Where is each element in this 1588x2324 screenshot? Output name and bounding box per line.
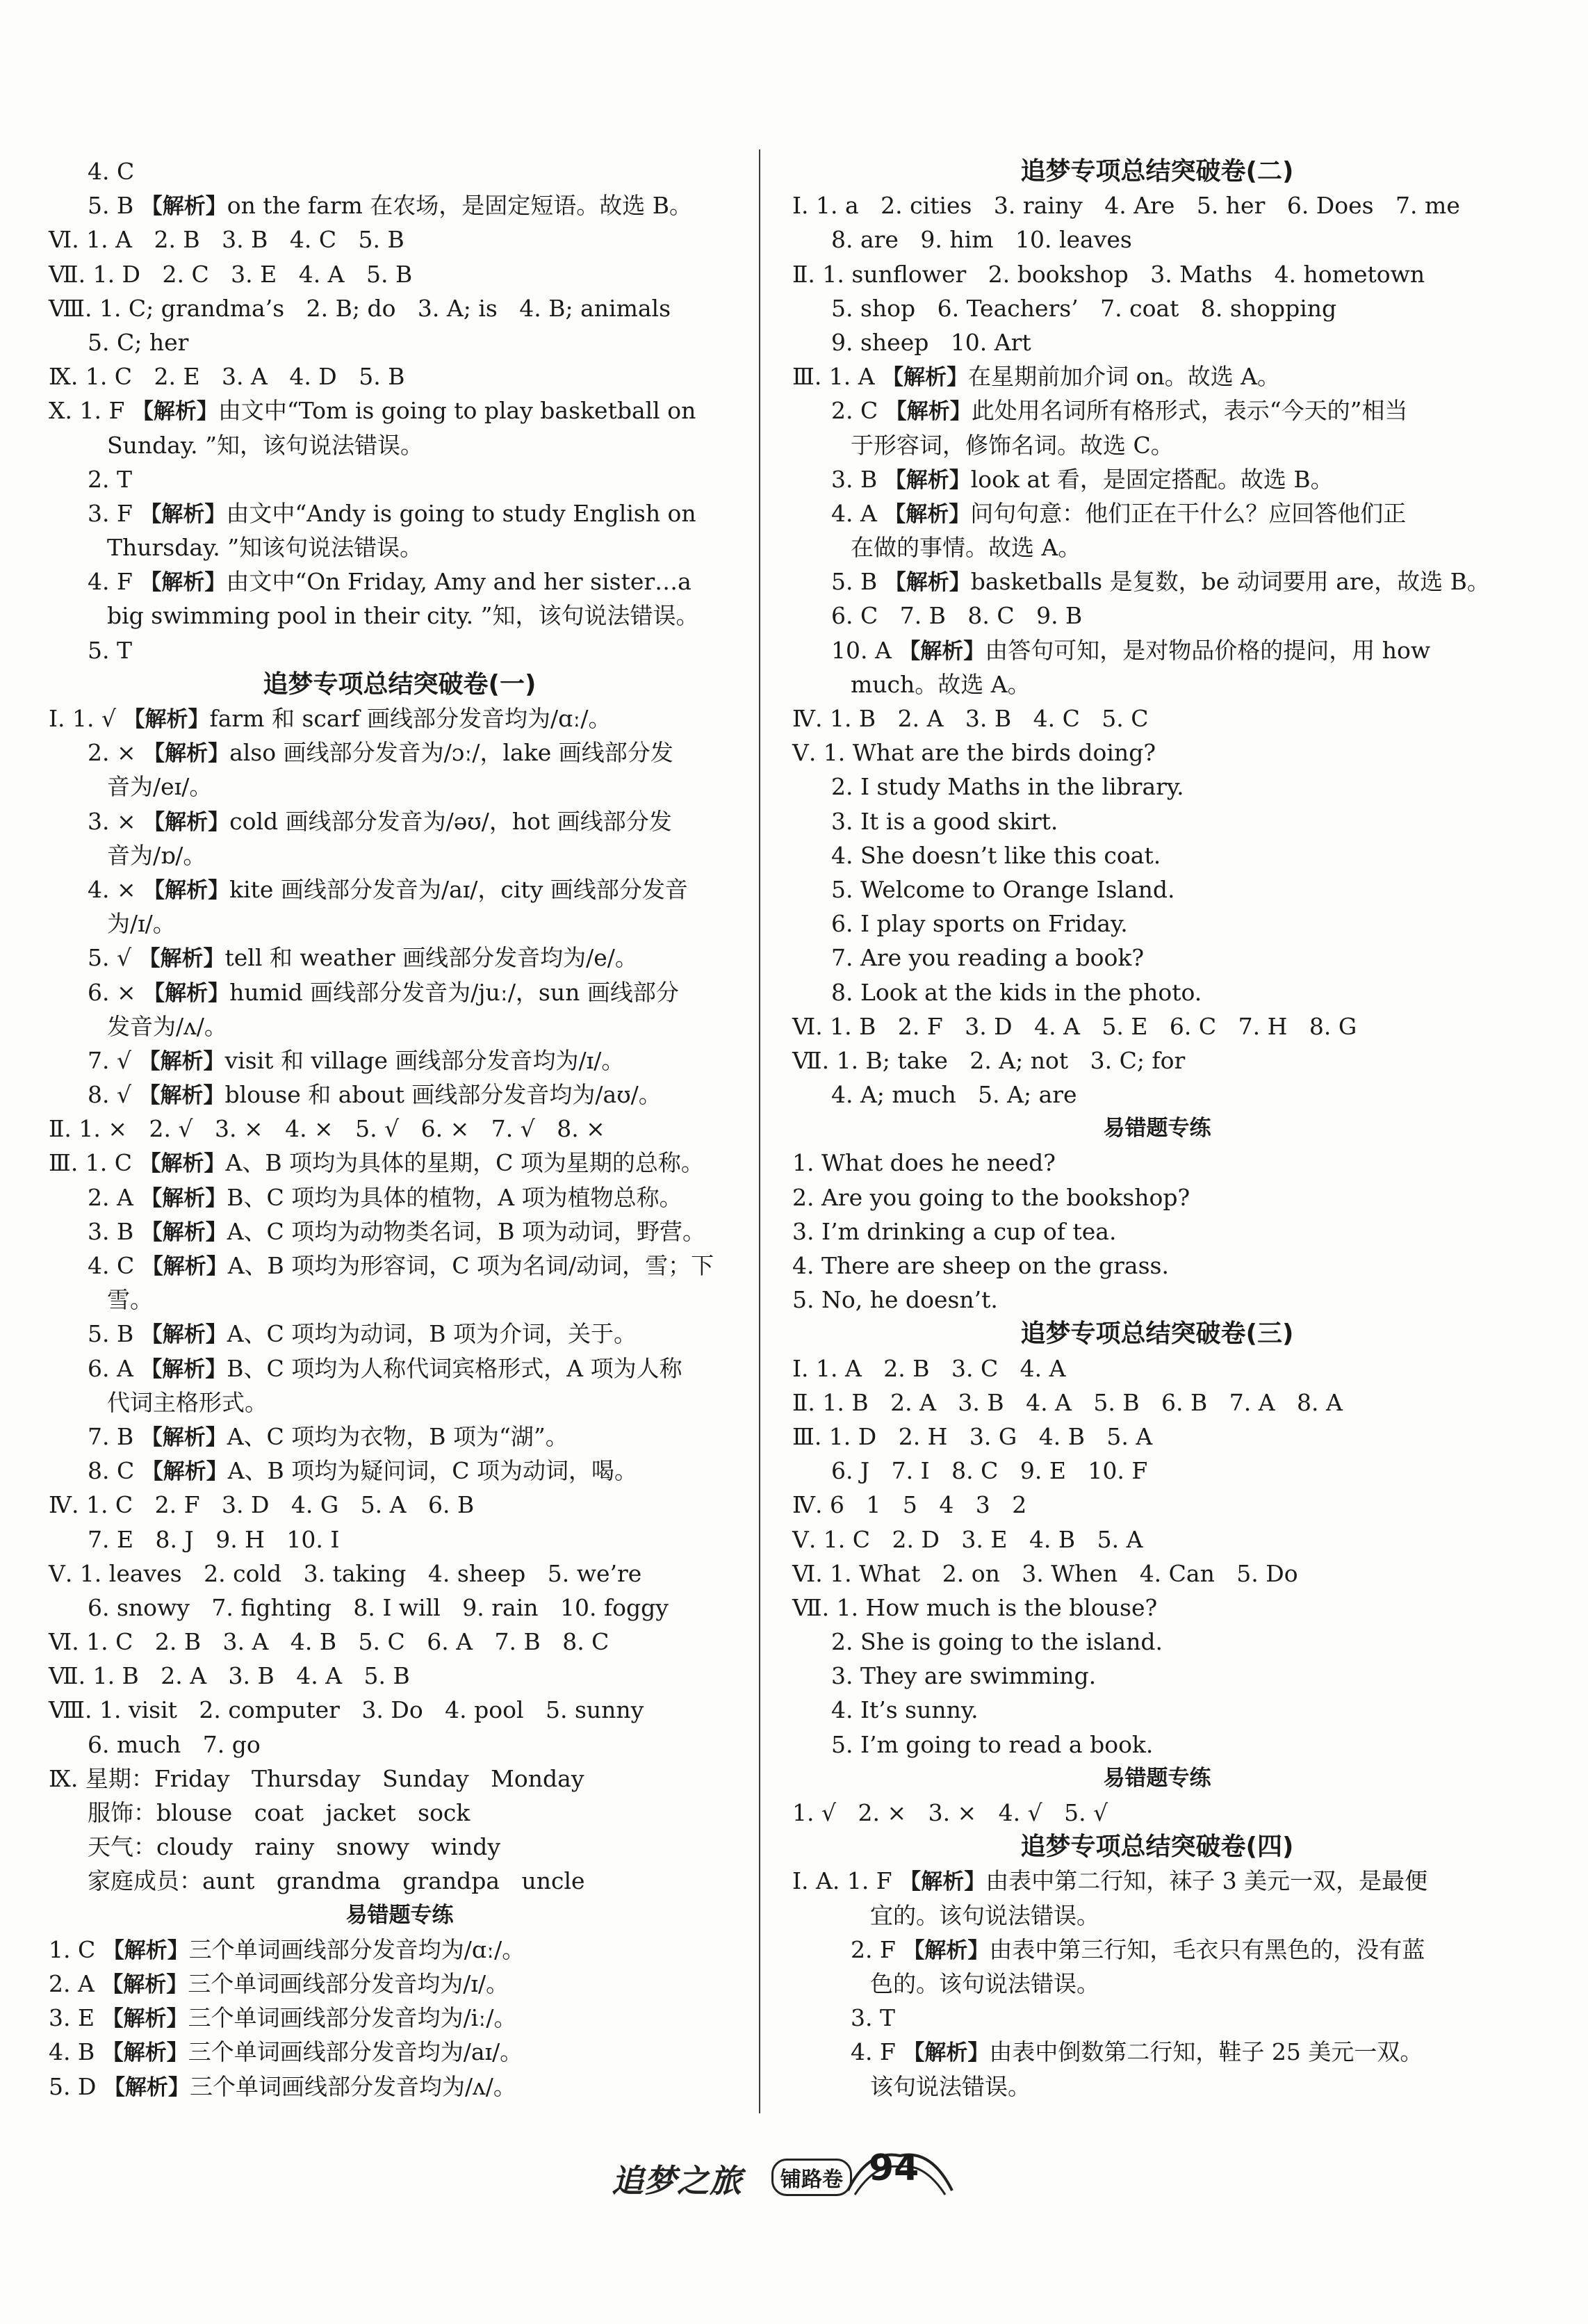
answer-line: [792, 291, 1522, 325]
analysis-tag: 【解析】: [884, 467, 971, 493]
answer-line: [792, 1009, 1522, 1043]
answer-text: 5. C; her: [88, 328, 189, 356]
answer-line: [49, 804, 751, 838]
answer-line: [792, 1488, 1522, 1522]
answer-line: [49, 1214, 751, 1249]
answer-line: [792, 1625, 1522, 1659]
answer-text: 5. √: [88, 944, 139, 972]
analysis-tag: 【解析】: [101, 2040, 188, 2066]
answer-line: [49, 872, 751, 907]
answer-line: [792, 941, 1522, 975]
answer-text: 5. Welcome to Orange Island.: [831, 875, 1175, 903]
answer-line: [792, 1043, 1522, 1078]
answer-line: [792, 1386, 1522, 1420]
answer-text: 音为/ɒ/。: [107, 841, 206, 869]
answer-text: 3. F: [88, 499, 140, 527]
answer-line: [49, 599, 751, 633]
answer-line: [792, 257, 1522, 291]
answer-line: [792, 188, 1522, 222]
answer-text: 4. A; much 5. A; are: [831, 1081, 1077, 1109]
analysis-text: 由表中第三行知，毛衣只有黑色的，没有蓝: [989, 1935, 1425, 1963]
answer-text: Ⅴ. 1. C 2. D 3. E 4. B 5. A: [792, 1525, 1143, 1553]
analysis-text: 三个单词画线部分发音均为/aɪ/。: [188, 2038, 523, 2066]
answer-text: 1. What does he need?: [792, 1149, 1056, 1177]
answer-text: 3. T: [851, 2004, 895, 2032]
answer-text: 9. sheep 10. Art: [831, 328, 1031, 356]
answer-text: Ⅵ. 1. B 2. F 3. D 4. A 5. E 6. C 7. H 8. G: [792, 1012, 1357, 1040]
analysis-tag: 【解析】: [138, 1048, 225, 1074]
answer-text: 6. J 7. I 8. C 9. E 10. F: [831, 1457, 1148, 1485]
answer-text: 5. I’m going to read a book.: [831, 1730, 1154, 1758]
answer-text: 于形容词，修饰名词。故选 C。: [851, 431, 1174, 459]
answer-text: 雪。: [107, 1286, 153, 1314]
answer-line: [792, 1557, 1522, 1591]
analysis-text: look at 看，是固定搭配。故选 B。: [970, 465, 1334, 493]
answer-line: [792, 1420, 1522, 1454]
answer-line: [49, 701, 751, 736]
answer-text: Ⅰ. 1. A 2. B 3. C 4. A: [792, 1354, 1066, 1382]
answer-line: [49, 1488, 751, 1522]
answer-text: 3. ×: [88, 807, 144, 835]
answer-text: Ⅳ. 1. B 2. A 3. B 4. C 5. C: [792, 705, 1149, 732]
answer-line: [792, 1933, 1522, 1967]
answer-line: [49, 1830, 751, 1864]
answer-line: [49, 1967, 751, 2001]
answer-line: [49, 1146, 751, 1180]
answer-line: [792, 770, 1522, 804]
answer-text: 3. It is a good skirt.: [831, 807, 1058, 835]
answer-line: [49, 2035, 751, 2069]
analysis-tag: 【解析】: [131, 399, 218, 425]
answer-text: 8. are 9. him 10. leaves: [831, 226, 1132, 254]
analysis-tag: 【解析】: [140, 1185, 227, 1211]
answer-text: Ⅶ. 1. How much is the blouse?: [792, 1593, 1158, 1621]
section-subtitle: 易错题专练: [1103, 1116, 1211, 1141]
answer-text: Ⅸ. 星期：Friday Thursday Sunday Monday: [49, 1764, 584, 1792]
answer-text: Ⅲ. 1. A: [792, 363, 883, 391]
answer-text: 8. √: [88, 1081, 139, 1109]
analysis-text: on the farm 在农场，是固定短语。故选 B。: [227, 192, 693, 220]
answer-text: 6. much 7. go: [88, 1730, 261, 1758]
answer-line: [792, 530, 1522, 564]
analysis-text: 三个单词画线部分发音均为/ɑː/。: [188, 1935, 525, 1963]
answer-text: 色的。该句说法错误。: [870, 1969, 1099, 1997]
answer-text: 3. B: [831, 465, 885, 493]
answer-text: 7. B: [88, 1422, 141, 1450]
answer-line: [49, 633, 751, 667]
answer-text: 3. I’m drinking a cup of tea.: [792, 1217, 1117, 1245]
answer-text: Ⅵ. 1. What 2. on 3. When 4. Can 5. Do: [792, 1559, 1298, 1587]
answer-line: [792, 2001, 1522, 2035]
answer-text: 在做的事情。故选 A。: [851, 534, 1081, 562]
analysis-text: 由答句可知，是对物品价格的提问，用 how: [985, 636, 1431, 664]
analysis-tag: 【解析】: [140, 1322, 227, 1348]
answer-line: [49, 1591, 751, 1625]
analysis-tag: 【解析】: [899, 638, 985, 664]
page-number: 94: [869, 2147, 919, 2189]
analysis-tag: 【解析】: [140, 570, 227, 596]
answer-line: [49, 1864, 751, 1898]
answer-text: 为/ɪ/。: [107, 910, 176, 938]
answer-text: 2. I study Maths in the library.: [831, 773, 1184, 801]
answer-line: [792, 564, 1522, 599]
right-answer-column: [792, 154, 1522, 2104]
analysis-text: humid 画线部分发音为/juː/，sun 画线部分: [229, 978, 679, 1006]
answer-text: 音为/eɪ/。: [107, 773, 213, 801]
answer-text: 2. T: [88, 465, 132, 493]
answer-text: Ⅰ. A. 1. F: [792, 1867, 900, 1895]
answer-line: [49, 1796, 751, 1830]
answer-text: 2. Are you going to the bookshop?: [792, 1183, 1190, 1211]
answer-text: 8. C: [88, 1457, 142, 1485]
section-subtitle: 易错题专练: [345, 1902, 454, 1928]
analysis-text: 此处用名词所有格形式，表示“今天的”相当: [971, 397, 1408, 425]
answer-line: [49, 1454, 751, 1488]
answer-text: 5. T: [88, 636, 132, 664]
answer-line: [792, 1659, 1522, 1693]
answer-line: [49, 1933, 751, 1967]
answer-text: 4. C: [88, 1252, 142, 1279]
answer-line: [49, 1078, 751, 1112]
analysis-tag: 【解析】: [141, 1254, 228, 1279]
analysis-text: 由文中“Tom is going to play basketball on: [218, 397, 696, 425]
answer-line: [49, 1112, 751, 1146]
answer-text: Ⅲ. 1. C: [49, 1149, 140, 1177]
answer-line: [792, 975, 1522, 1009]
answer-line: [49, 736, 751, 770]
answer-text: 宜的。该句说法错误。: [870, 1901, 1099, 1929]
analysis-tag: 【解析】: [101, 1972, 188, 1997]
answer-line: [792, 222, 1522, 257]
answer-line: [49, 1659, 751, 1693]
answer-line: [792, 1454, 1522, 1488]
answer-text: 6. C 7. B 8. C 9. B: [831, 602, 1083, 630]
answer-line: [49, 1283, 751, 1317]
answer-text: Thursday. ”知该句说法错误。: [107, 534, 423, 562]
analysis-text: A、C 项均为衣物，B 项为“湖”。: [227, 1422, 568, 1450]
analysis-tag: 【解析】: [899, 1869, 986, 1895]
answer-text: Ⅱ. 1. B 2. A 3. B 4. A 5. B 6. B 7. A 8. A: [792, 1388, 1343, 1416]
answer-line: [792, 1591, 1522, 1625]
answer-line: [49, 462, 751, 496]
answer-text: 4. F: [88, 568, 140, 596]
answer-text: 1. √ 2. × 3. × 4. √ 5. √: [792, 1799, 1108, 1826]
analysis-text: 由文中“Andy is going to study English on: [226, 499, 696, 527]
section-title: 追梦专项总结突破卷(二): [1020, 157, 1294, 186]
answer-line: [792, 2070, 1522, 2104]
analysis-text: kite 画线部分发音为/aɪ/，city 画线部分发音: [229, 875, 688, 903]
analysis-tag: 【解析】: [885, 399, 972, 425]
answer-text: 代词主格形式。: [107, 1388, 268, 1416]
answer-line: [49, 2001, 751, 2035]
answer-text: 2. She is going to the island.: [831, 1628, 1163, 1656]
answer-text: Ⅷ. 1. visit 2. computer 3. Do 4. pool 5. sunny: [49, 1696, 644, 1724]
analysis-tag: 【解析】: [143, 980, 230, 1006]
answer-text: 4. A: [831, 499, 885, 527]
answer-line: [792, 1864, 1522, 1898]
answer-text: 4. C: [88, 158, 135, 185]
answer-text: Ⅲ. 1. D 2. H 3. G 4. B 5. A: [792, 1422, 1153, 1450]
analysis-tag: 【解析】: [102, 1937, 189, 1963]
analysis-text: A、C 项均为动词，B 项为介词，关于。: [227, 1320, 637, 1348]
answer-line: [792, 736, 1522, 770]
answer-line: [792, 1249, 1522, 1283]
answer-line: [792, 1522, 1522, 1557]
answer-text: 7. E 8. J 9. H 10. I: [88, 1525, 340, 1553]
answer-line: [792, 804, 1522, 838]
answer-text: 5. B: [88, 1320, 141, 1348]
answer-line: [49, 1762, 751, 1796]
answer-text: 4. It’s sunny.: [831, 1696, 979, 1724]
answer-text: Ⅷ. 1. C; grandma’s 2. B; do 3. A; is 4. B; animals: [49, 294, 671, 322]
answer-text: 7. Are you reading a book?: [831, 944, 1145, 972]
brand-subtitle: 铺路卷: [771, 2159, 852, 2196]
answer-line: [49, 1557, 751, 1591]
answer-line: [792, 1214, 1522, 1249]
answer-line: [49, 222, 751, 257]
answer-line: [49, 770, 751, 804]
answer-line: [792, 428, 1522, 462]
answer-text: 2. A: [49, 1969, 102, 1997]
answer-line: [49, 1386, 751, 1420]
answer-text: Ⅶ. 1. D 2. C 3. E 4. A 5. B: [49, 260, 413, 288]
answer-text: 服饰：blouse coat jacket sock: [88, 1799, 470, 1826]
analysis-text: B、C 项均为人称代词宾格形式，A 项为人称: [227, 1354, 682, 1382]
answer-line: [792, 393, 1522, 428]
answer-text: Ⅱ. 1. sunflower 2. bookshop 3. Maths 4. hometown: [792, 260, 1425, 288]
answer-text: 5. B: [831, 568, 885, 596]
answer-line: [792, 667, 1522, 701]
analysis-text: 三个单词画线部分发音均为/ʌ/。: [189, 2072, 516, 2100]
analysis-tag: 【解析】: [101, 2006, 188, 2032]
answer-line: [792, 1180, 1522, 1214]
analysis-text: visit 和 village 画线部分发音均为/ɪ/。: [224, 1046, 625, 1074]
analysis-text: 由表中第二行知，袜子 3 美元一双，是最便: [985, 1867, 1428, 1895]
analysis-tag: 【解析】: [884, 501, 971, 527]
answer-text: 2. F: [851, 1935, 903, 1963]
answer-line: [49, 325, 751, 359]
answer-line: [792, 1283, 1522, 1317]
analysis-tag: 【解析】: [884, 570, 971, 596]
analysis-text: A、B 项均为疑问词，C 项为动词，喝。: [227, 1457, 638, 1485]
answer-line: [49, 1728, 751, 1762]
answer-text: 6. ×: [88, 978, 144, 1006]
analysis-text: also 画线部分发音为/ɔː/，lake 画线部分发: [229, 739, 673, 767]
answer-text: Ⅳ. 6 1 5 4 3 2: [792, 1491, 1027, 1519]
analysis-text: A、B 项均为形容词，C 项为名词/动词，雪；下: [227, 1252, 714, 1279]
answer-text: 4. She doesn’t like this coat.: [831, 841, 1161, 869]
analysis-text: blouse 和 about 画线部分发音均为/aʊ/。: [224, 1081, 662, 1109]
answer-text: 5. B: [88, 192, 141, 220]
answer-line: [49, 1351, 751, 1386]
answer-text: Ⅰ. 1. √: [49, 705, 124, 732]
answer-line: [49, 428, 751, 462]
answer-text: 6. I play sports on Friday.: [831, 910, 1128, 938]
answer-line: [792, 325, 1522, 359]
answer-line: [792, 1146, 1522, 1180]
answer-line: [49, 496, 751, 530]
answer-text: 7. √: [88, 1046, 139, 1074]
answer-line: [792, 633, 1522, 667]
answer-line: [49, 1009, 751, 1043]
analysis-text: 三个单词画线部分发音均为/ɪ/。: [188, 1969, 509, 1997]
answer-line: [49, 1317, 751, 1351]
analysis-tag: 【解析】: [138, 946, 225, 972]
analysis-tag: 【解析】: [141, 1459, 228, 1485]
answer-text: Ⅶ. 1. B; take 2. A; not 3. C; for: [792, 1046, 1186, 1074]
answer-text: Ⅰ. 1. a 2. cities 3. rainy 4. Are 5. her 6. Does 7. me: [792, 192, 1460, 220]
answer-line: [49, 1693, 751, 1727]
answer-text: Ⅴ. 1. leaves 2. cold 3. taking 4. sheep 5. we’re: [49, 1559, 642, 1587]
answer-line: [49, 359, 751, 393]
answer-text: 5. No, he doesn’t.: [792, 1286, 998, 1314]
answer-line: [792, 1693, 1522, 1727]
answer-text: Ⅶ. 1. B 2. A 3. B 4. A 5. B: [49, 1662, 410, 1690]
answer-line: [792, 359, 1522, 393]
answer-line: [792, 872, 1522, 907]
answer-line: [792, 496, 1522, 530]
answer-text: Ⅵ. 1. A 2. B 3. B 4. C 5. B: [49, 226, 404, 254]
brand-logo: 追梦之旅: [612, 2162, 742, 2200]
analysis-text: 在星期前加介词 on。故选 A。: [968, 363, 1281, 391]
answer-text: 4. B: [49, 2038, 102, 2066]
answer-text: 4. ×: [88, 875, 144, 903]
analysis-tag: 【解析】: [882, 365, 969, 391]
answer-line: [49, 838, 751, 872]
answer-text: 天气：cloudy rainy snowy windy: [88, 1833, 500, 1861]
answer-text: 10. A: [831, 636, 899, 664]
answer-line: [792, 907, 1522, 941]
section-subtitle: 易错题专练: [1103, 1765, 1211, 1791]
analysis-text: cold 画线部分发音为/əʊ/，hot 画线部分发: [229, 807, 672, 835]
analysis-tag: 【解析】: [140, 194, 227, 220]
answer-line: [49, 530, 751, 564]
answer-line: [792, 1728, 1522, 1762]
analysis-text: 由表中倒数第二行知，鞋子 25 美元一双。: [989, 2038, 1423, 2066]
answer-line: [49, 1180, 751, 1214]
answer-text: 发音为/ʌ/。: [107, 1012, 227, 1040]
analysis-tag: 【解析】: [123, 707, 210, 732]
analysis-text: farm 和 scarf 画线部分发音均为/ɑː/。: [209, 705, 612, 732]
answer-line: [49, 1625, 751, 1659]
answer-text: 2. C: [831, 397, 885, 425]
analysis-tag: 【解析】: [140, 1219, 227, 1245]
analysis-text: 由文中“On Friday, Amy and her sister…a: [226, 568, 691, 596]
answer-text: 5. D: [49, 2072, 104, 2100]
answer-text: 3. E: [49, 2004, 102, 2032]
analysis-tag: 【解析】: [903, 1937, 990, 1963]
answer-text: 4. F: [851, 2038, 903, 2066]
analysis-tag: 【解析】: [138, 1083, 225, 1109]
answer-text: Sunday. ”知，该句说法错误。: [107, 431, 424, 459]
answer-line: [49, 907, 751, 941]
analysis-tag: 【解析】: [143, 809, 230, 835]
answer-text: Ⅵ. 1. C 2. B 3. A 4. B 5. C 6. A 7. B 8. C: [49, 1628, 609, 1656]
analysis-tag: 【解析】: [903, 2040, 990, 2066]
answer-line: [792, 2035, 1522, 2069]
answer-line: [49, 564, 751, 599]
analysis-tag: 【解析】: [140, 501, 227, 527]
answer-line: [49, 941, 751, 975]
analysis-text: A、C 项均为动物类名词，B 项为动词，野营。: [227, 1217, 706, 1245]
analysis-text: A、B 项均为具体的星期，C 项为星期的总称。: [225, 1149, 704, 1177]
answer-line: [792, 1351, 1522, 1386]
answer-line: [792, 838, 1522, 872]
answer-line: [792, 1796, 1522, 1830]
analysis-text: B、C 项均为具体的植物，A 项为植物总称。: [227, 1183, 682, 1211]
answer-line: [792, 701, 1522, 736]
answer-text: Ⅸ. 1. C 2. E 3. A 4. D 5. B: [49, 363, 405, 391]
answer-text: much。故选 A。: [851, 670, 1031, 698]
analysis-text: tell 和 weather 画线部分发音均为/e/。: [224, 944, 638, 972]
page-footer: [612, 2131, 973, 2214]
answer-text: Ⅹ. 1. F: [49, 397, 132, 425]
answer-line: [49, 393, 751, 428]
answer-line: [49, 1522, 751, 1557]
section-title: 追梦专项总结突破卷(三): [1020, 1319, 1294, 1349]
answer-line: [792, 1899, 1522, 1933]
answer-line: [792, 462, 1522, 496]
left-answer-column: [49, 154, 751, 2104]
answer-text: 8. Look at the kids in the photo.: [831, 978, 1202, 1006]
answer-line: [792, 599, 1522, 633]
answer-line: [49, 2070, 751, 2104]
answer-text: 3. They are swimming.: [831, 1662, 1097, 1690]
answer-line: [49, 975, 751, 1009]
section-title: 追梦专项总结突破卷(四): [1020, 1833, 1294, 1862]
analysis-tag: 【解析】: [103, 2074, 190, 2100]
column-divider: [759, 149, 760, 2113]
answer-text: 1. C: [49, 1935, 103, 1963]
analysis-text: basketballs 是复数，be 动词要用 are，故选 B。: [970, 568, 1490, 596]
analysis-tag: 【解析】: [143, 741, 230, 767]
analysis-tag: 【解析】: [140, 1424, 227, 1450]
answer-line: [49, 291, 751, 325]
answer-text: 家庭成员：aunt grandma grandpa uncle: [88, 1867, 585, 1895]
analysis-text: 三个单词画线部分发音均为/iː/。: [188, 2004, 517, 2032]
answer-text: 6. snowy 7. fighting 8. I will 9. rain 10. foggy: [88, 1593, 669, 1621]
analysis-tag: 【解析】: [139, 1151, 226, 1177]
answer-text: 5. shop 6. Teachers’ 7. coat 8. shopping: [831, 294, 1337, 322]
answer-text: 2. A: [88, 1183, 141, 1211]
answer-line: [49, 1249, 751, 1283]
answer-text: 2. ×: [88, 739, 144, 767]
answer-text: Ⅴ. 1. What are the birds doing?: [792, 739, 1156, 767]
answer-text: big swimming pool in their city. ”知，该句说法错误。: [107, 602, 699, 630]
answer-line: [792, 1078, 1522, 1112]
answer-line: [792, 1967, 1522, 2001]
section-title: 追梦专项总结突破卷(一): [263, 669, 537, 699]
answer-text: 该句说法错误。: [870, 2072, 1031, 2100]
answer-text: 3. B: [88, 1217, 141, 1245]
analysis-tag: 【解析】: [143, 877, 230, 903]
answer-text: Ⅳ. 1. C 2. F 3. D 4. G 5. A 6. B: [49, 1491, 475, 1519]
answer-text: 6. A: [88, 1354, 141, 1382]
analysis-tag: 【解析】: [140, 1356, 227, 1382]
answer-line: [49, 1420, 751, 1454]
answer-line: [49, 154, 751, 188]
answer-text: 4. There are sheep on the grass.: [792, 1252, 1169, 1279]
analysis-text: 问句句意：他们正在干什么？应回答他们正: [970, 499, 1407, 527]
answer-line: [49, 188, 751, 222]
answer-line: [49, 1043, 751, 1078]
answer-line: [49, 257, 751, 291]
answer-text: Ⅱ. 1. × 2. √ 3. × 4. × 5. √ 6. × 7. √ 8. ×: [49, 1115, 605, 1143]
